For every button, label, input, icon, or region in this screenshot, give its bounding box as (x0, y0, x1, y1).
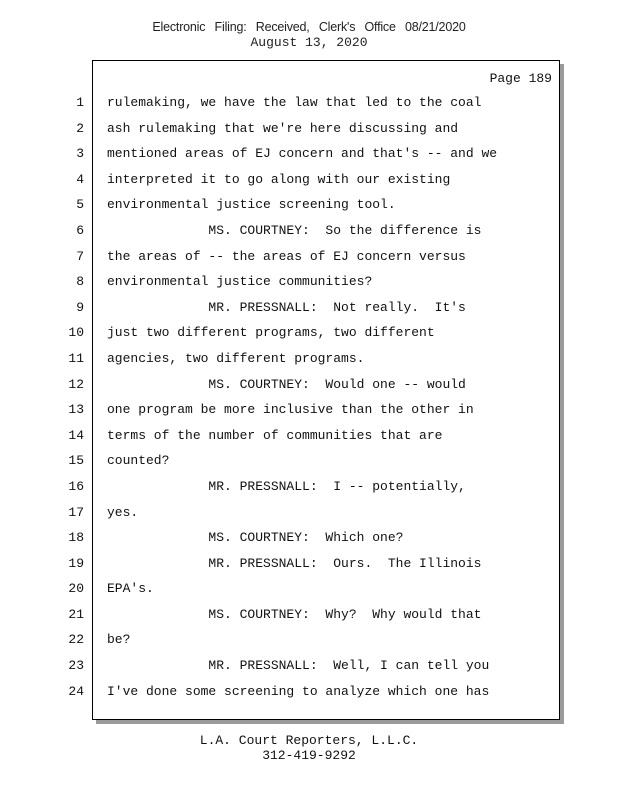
transcript-line: ash rulemaking that we're here discussing and (107, 120, 459, 136)
line-number-column (54, 96, 84, 710)
transcript-line: counted? (107, 453, 170, 469)
transcript-line: MS. COURTNEY: Would one -- would (107, 376, 466, 392)
transcript-line: agencies, two different programs. (107, 350, 365, 366)
transcript-line: mentioned areas of EJ concern and that's -- and we (107, 146, 498, 162)
line-number: 6 (76, 222, 84, 238)
transcript-line: MS. COURTNEY: Why? Why would that (107, 606, 482, 622)
line-number: 8 (76, 274, 84, 290)
line-number: 2 (76, 120, 84, 136)
line-number: 21 (68, 606, 84, 622)
reporter-name: L.A. Court Reporters, L.L.C. (199, 733, 419, 748)
line-number: 3 (76, 146, 84, 162)
line-number: 11 (68, 350, 84, 366)
line-number: 12 (68, 376, 84, 392)
transcript-line: MS. COURTNEY: Which one? (107, 530, 404, 546)
line-number: 22 (68, 632, 84, 648)
line-number: 24 (68, 683, 84, 699)
line-number: 20 (68, 581, 84, 597)
line-number: 19 (68, 555, 84, 571)
line-number: 9 (76, 299, 84, 315)
line-number: 23 (68, 658, 84, 674)
line-number: 5 (76, 197, 84, 213)
transcript-line: I've done some screening to analyze which one has (107, 683, 490, 699)
line-number: 1 (76, 95, 84, 110)
transcript-line: EPA's. (107, 581, 154, 597)
line-number: 7 (76, 248, 84, 264)
line-number: 17 (68, 504, 84, 520)
reporter-phone: 312-419-9292 (262, 748, 356, 763)
transcript-line: yes. (107, 504, 139, 520)
line-number: 14 (68, 427, 84, 443)
transcript-date: August 13, 2020 (250, 35, 368, 50)
line-number: 16 (68, 478, 84, 494)
transcript-line: interpreted it to go along with our existing (107, 171, 451, 187)
transcript-line: MR. PRESSNALL: Ours. The Illinois (107, 555, 482, 571)
filing-stamp: Electronic Filing: Received, Clerk's Office 08/21/2020 (152, 20, 466, 34)
line-number: 13 (68, 402, 84, 418)
transcript-line: MR. PRESSNALL: I -- potentially, (107, 478, 466, 494)
line-number: 4 (76, 171, 84, 187)
transcript-line: one program be more inclusive than the other in (107, 402, 474, 418)
transcript-line: MR. PRESSNALL: Not really. It's (107, 299, 466, 315)
transcript-text (107, 96, 552, 710)
transcript-line: be? (107, 632, 131, 648)
line-number: 15 (68, 453, 84, 469)
transcript-line: terms of the number of communities that are (107, 427, 443, 443)
transcript-line: just two different programs, two different (107, 325, 435, 341)
transcript-line: rulemaking, we have the law that led to the coal (107, 95, 482, 110)
page-number: Page 189 (489, 71, 552, 86)
transcript-line: environmental justice screening tool. (107, 197, 396, 213)
line-number: 18 (68, 530, 84, 546)
transcript-line: MR. PRESSNALL: Well, I can tell you (107, 658, 490, 674)
transcript-line: the areas of -- the areas of EJ concern versus (107, 248, 466, 264)
line-number: 10 (68, 325, 84, 341)
transcript-line: MS. COURTNEY: So the difference is (107, 222, 482, 238)
transcript-line: environmental justice communities? (107, 274, 373, 290)
